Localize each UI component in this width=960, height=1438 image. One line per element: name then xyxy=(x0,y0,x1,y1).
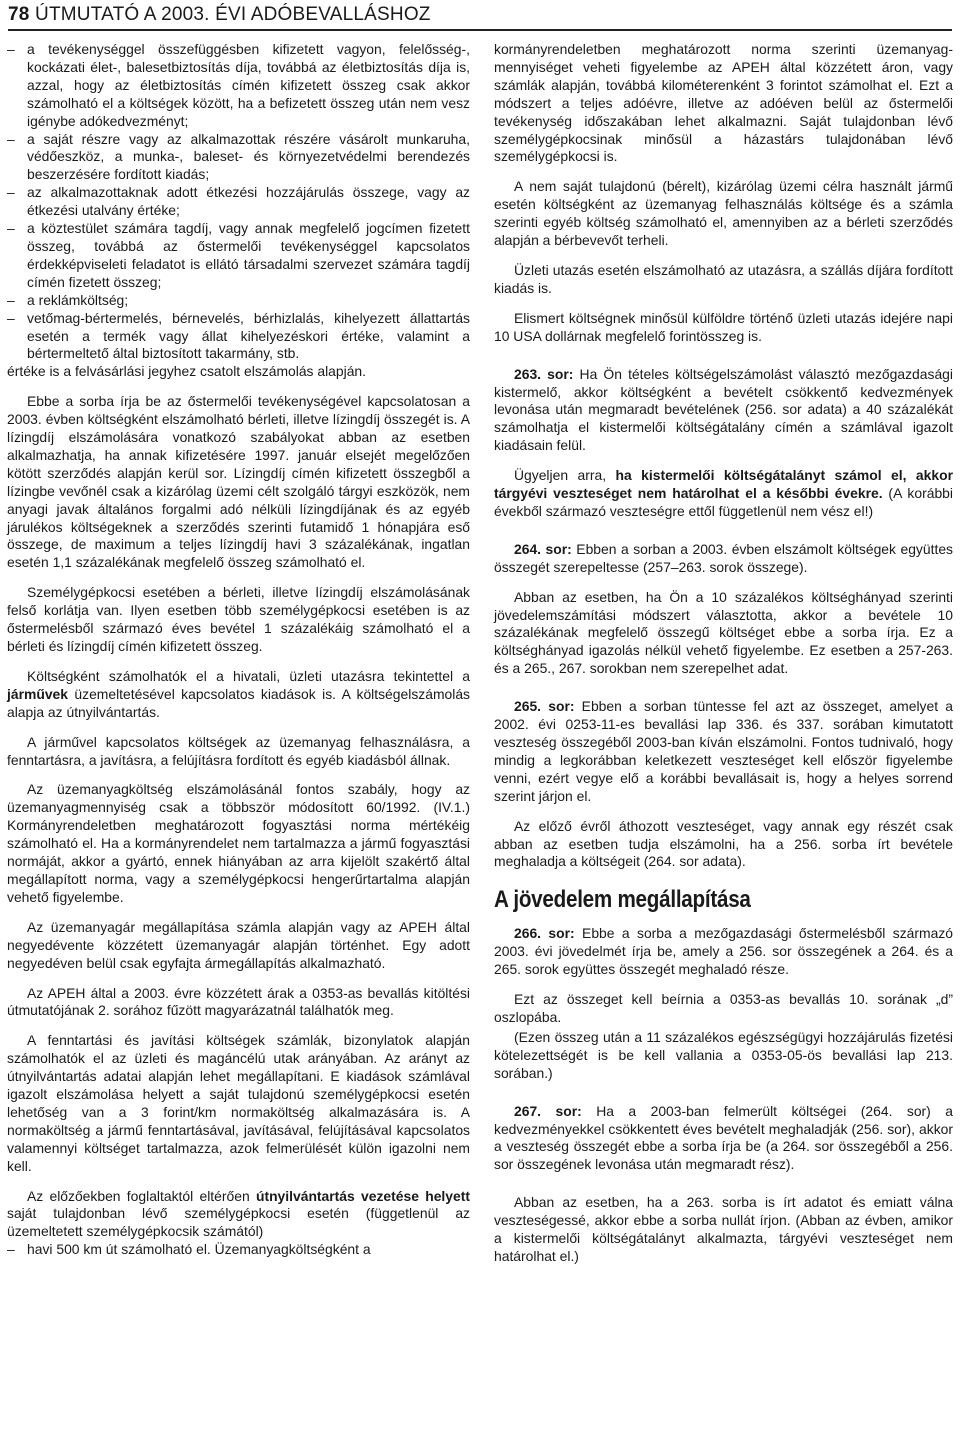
row-266-paragraph: 266. sor: Ebbe a sorba a mezőgazdasági őstermelésből származó 2003. évi jövedelmét írja be, amely a 256. sor összegének a 264. és a 265. sorok együttes összegét meghaladó része. xyxy=(494,925,953,978)
paragraph: A fenntartási és javítási költségek számlák, bizonylatok alapján számolhatók el az üzleti és magáncélú utak arányában. Az arányt az útnyilvántartás adatai alapján lehet megállapítani. E kiadások számlával igazolt elszámolása helyett a saját tulajdonú személygépkocsi esetén lehetőség van a 3 forint/km normaköltség alkalmazására is. A normaköltség a jármű fenntartásával, javításával, felújításával kapcsolatos valamennyi költséget tartalmazza, azok felmerülését külön igazolni nem kell. xyxy=(7,1032,470,1174)
emphasis: járművek xyxy=(7,685,69,702)
list-item: – a köztestület számára tagdíj, vagy annak megfelelő jogcímen fizetett összeg, továbbá az őstermelői tevékenységgel kapcsolatos érdekképviseleti feladatot is ellátó társadalmi szervezet számára tagdíj címén fizetett összeg; xyxy=(7,220,470,290)
row-263-paragraph: 263. sor: Ha Ön tételes költségelszámolást választó mezőgazdasági kistermelő, akkor költségként a bevételt csökkentő kedvezmények levonása után megmaradt bevételének (256. sor adata) a 40 százalékát számolhatja el kistermelői költségátalány címén a számlával igazolt kiadásain felül. xyxy=(494,365,953,454)
paragraph: (Ezen összeg után a 11 százalékos egészségügyi hozzájárulás fizetési kötelezettségét is be kell vallania a 0353-05-ös bevallási lap 213. sorában.) xyxy=(494,1028,953,1081)
paragraph: Elismert költségnek minősül külföldre történő üzleti utazás idejére napi 10 USA dollárnak megfelelő forintösszeg is. xyxy=(494,309,953,344)
emphasis: ha kistermelői költségátalányt számol el, akkor tárgyévi veszteséget nem határolhat el a későbbi évekre. xyxy=(494,467,953,502)
paragraph: Ebbe a sorba írja be az őstermelői tevékenységével kapcsolatosan a 2003. évben költségként elszámolható bérleti, illetve lízingdíj összegét is. A lízingdíj elszámolására vonatkozó szabályokat abban az esetben alkalmazhatja, ha annak kifizetésére 1997. január elsejét megelőzően kötött szerződés alapján kerül sor. Lízingdíj címén kifizetett összegből a lízingbe vevőnél csak a kizárólag üzemi célt szolgáló tárgyi eszközök, nem anyagi javak általános forgalmi adó nélküli lízingdíjának és az egyéb járulékos költségeknek a szerződés szerinti futamidő 1 hónapjára eső összege, de maximum a teljes lízingdíj havi 3 százalékának, ingatlan esetén 1,1 százalékának megfelelő összeg számolható el. xyxy=(7,393,470,571)
list-item: – havi 500 km út számolható el. Üzemanyagköltségként a xyxy=(7,1241,371,1258)
row-265-paragraph: 265. sor: Ebben a sorban tüntesse fel azt az összeget, amelyet a 2002. évi 0253-11-es bevallási lap 336. és 337. sorában kimutatott veszteség összegéből 2003-ban kíván elszámolni. Fontos tudnivaló, hogy mindig a legkorábban keletkezett veszteséget kell először figyelembe venni, ezért vegye elő a korábbi bevallásait is, hogy a helyes sorrend szerint járjon el. xyxy=(494,698,953,804)
list-item: – a reklámköltség; xyxy=(7,291,129,308)
list-item: – a saját részre vagy az alkalmazottak részére vásárolt munkaruha, védőeszköz, a munka-, baleset- és környezetvédelmi berendezés beszerzésére fordított kiadás; xyxy=(7,130,470,183)
header-rule xyxy=(8,29,952,31)
list-item-text: a köztestület számára tagdíj, vagy annak megfelelő jogcímen fizetett összeg, továbbá az őstermelői tevékenységgel kapcsolatos érdekképviseleti feladatot is ellátó társadalmi szervezet számára tagdíj címén fizetett összeg; xyxy=(27,220,470,290)
emphasis: útnyilvántartás vezetése helyett xyxy=(255,1187,470,1204)
paragraph: Az előző évről áthozott veszteséget, vagy annak egy részét csak abban az esetben tudja elszámolni, ha a 256. sorba írt bevétele meghaladja a költségeit (264. sor adata). xyxy=(494,817,953,870)
list-item-text: vetőmag-bértermelés, bérnevelés, bérhizlalás, kihelyezett állattartás esetén a termék vagy állat kihelyezéskori értéke, valamint a bértermeltető által biztosított takarmány, stb. xyxy=(27,309,470,362)
expense-list xyxy=(7,1241,470,1259)
paragraph: A járművel kapcsolatos költségek az üzemanyag felhasználásra, a fenntartásra, a javításra, a felújításra fordított és egyéb kiadásból állnak. xyxy=(7,733,470,768)
list-item-text: a saját részre vagy az alkalmazottak részére vásárolt munkaruha, védőeszköz, a munka-, baleset- és környezetvédelmi berendezés beszerzésére fordított kiadás; xyxy=(27,130,470,183)
list-item-text: a reklámköltség; xyxy=(27,291,129,308)
paragraph: Az üzemanyagköltség elszámolásánál fontos szabály, hogy az üzemanyagmennyiség csak a többször módosított 60/1992. (IV.1.) Kormányrendeletben meghatározott fogyasztási norma mértékéig számolható el. Ha a kormányrendelet nem tartalmazza a jármű fogyasztási normáját, akkor a gyártó, ennek hiányában az arra kijelölt szakértő által megállapított norma, vagy a személygépkocsi hengerűrtartalma alapján vehető figyelembe. xyxy=(7,781,470,905)
paragraph: Üzleti utazás esetén elszámolható az utazásra, a szállás díjára fordított kiadás is. xyxy=(494,261,953,296)
section-heading: A jövedelem megállapítása xyxy=(494,886,751,914)
paragraph: A nem saját tulajdonú (bérelt), kizárólag üzemi célra használt jármű esetén költségként az üzemanyag felhasználás költsége és a számla szerinti egyéb költség számolható el, amennyiben az a bérleti szerződés alapján a bérbevevőt terheli. xyxy=(494,178,953,249)
row-label: 266. sor: xyxy=(514,925,575,942)
row-267-paragraph: 267. sor: Ha a 2003-ban felmerült költségei (264. sor) a kedvezményekkel csökkentett éves bevételt meghaladják (256. sor), akkor a veszteség összegét ebbe a sorba írja be (a 264. sor összegéből a 256. sor összegének levonása után megmaradt rész). xyxy=(494,1102,953,1173)
paragraph: Az előzőekben foglaltaktól eltérően útnyilvántartás vezetése helyett saját tulajdonban lévő személygépkocsi esetén (függetlenül az üzemeltetett személygépkocsik számától) xyxy=(7,1187,470,1240)
left-column xyxy=(7,41,470,1259)
row-label: 267. sor: xyxy=(514,1102,582,1119)
right-column xyxy=(494,41,953,1278)
expense-list xyxy=(7,41,470,381)
page-header-title: ÚTMUTATÓ A 2003. ÉVI ADÓBEVALLÁSHOZ xyxy=(35,4,431,25)
paragraph: Költségként számolhatók el a hivatali, üzleti utazásra tekintettel a járművek üzemeltetésével kapcsolatos kiadások is. A költségelszámolás alapja az útnyilvántartás. xyxy=(7,667,470,720)
page-number: 78 xyxy=(8,4,30,25)
paragraph: kormányrendeletben meghatározott norma szerinti üzemanyag-mennyiséget veheti figyelembe az APEH által közzétett áron, vagy számlák alapján, továbbá kilométerenként 3 forintot számolhat el. Ezt a módszert a teljes adóévre, illetve az adóéven belül az őstermelői tevékenység időszakában lehet alkalmazni. Saját tulajdonban lévő személygépkocsinak minősül a házastárs tulajdonában lévő személygépkocsi is. xyxy=(494,41,953,165)
paragraph: Abban az esetben, ha Ön a 10 százalékos költséghányad szerinti jövedelemszámítási módszert választotta, akkor a bevétele 10 százalékának megfelelő összegű költséget ebbe a sorba írja. Ez a költséghányad igazolás nélkül vehető figyelembe. Ez esetben a 257-263. és a 265., 267. sorokban nem szerepelhet adat. xyxy=(494,588,953,677)
paragraph: Abban az esetben, ha a 263. sorba is írt adatot és emiatt válna veszteségessé, akkor ebbe a sorba nullát írjon. (Abban az évben, amikor a kistermelői költségátalányt alkalmazta, tárgyévi veszteséget nem határolhat el.) xyxy=(494,1194,953,1264)
paragraph: Az APEH által a 2003. évre közzétett árak a 0353-as bevallás kitöltési útmutatójának 2. sorához fűzött magyarázatnál találhatók meg. xyxy=(7,984,470,1019)
row-264-paragraph: 264. sor: Ebben a sorban a 2003. évben elszámolt költségek együttes összegét szerepeltesse (257–263. sorok összege). xyxy=(494,540,953,575)
row-label: 264. sor: xyxy=(514,540,572,557)
list-item: – a tevékenységgel összefüggésben kifizetett vagyon, felelősség-, kockázati élet-, balesetbiztosítás díja, továbbá az életbiztosítás díja is, azzal, hogy az életbiztosítás címén kifizetett összeg csak akkor számolható el a költségek között, ha a befizetett összeg után nem vesz igénybe adókedvezményt; xyxy=(7,41,470,129)
page-header xyxy=(8,3,431,27)
warning-paragraph: Ügyeljen arra, ha kistermelői költségátalányt számol el, akkor tárgyévi veszteséget nem határolhat el a későbbi évekre. (A korábbi évekből származó veszteségre ettől függetlenül nem vész el!) xyxy=(494,467,953,519)
list-item: – az alkalmazottaknak adott étkezési hozzájárulás összege, vagy az étkezési utalvány értéke; xyxy=(7,184,470,219)
paragraph: Személygépkocsi esetében a bérleti, illetve lízingdíj elszámolásának felső korlátja van. Ilyen esetben több személygépkocsi esetében is az őstermelésből származó éves bevétel 1 százalékáig számolható el a bérleti és lízingdíj címén kifizetett összeg. xyxy=(7,584,470,654)
row-label: 265. sor: xyxy=(514,698,575,715)
list-item-continuation: értéke is a felvásárlási jegyhez csatolt elszámolás alapján. xyxy=(7,363,367,380)
list-item-text: havi 500 km út számolható el. Üzemanyagköltségként a xyxy=(27,1241,371,1258)
list-item-text: az alkalmazottaknak adott étkezési hozzájárulás összege, vagy az étkezési utalvány értéke; xyxy=(27,184,470,219)
list-item: – vetőmag-bértermelés, bérnevelés, bérhizlalás, kihelyezett állattartás esetén a termék vagy állat kihelyezéskori értéke, valamint a bértermeltető által biztosított takarmány, stb. xyxy=(7,309,470,362)
paragraph: Az üzemanyagár megállapítása számla alapján vagy az APEH által negyedévente közzétett üzemanyagár alapján történhet. Egy adott negyedéven belül csak egyfajta ármegállapítás alkalmazható. xyxy=(7,918,470,971)
row-label: 263. sor: xyxy=(514,365,574,382)
paragraph: Ezt az összeget kell beírnia a 0353-as bevallás 10. sorának „d” oszlopába. xyxy=(494,991,953,1025)
list-item-text: a tevékenységgel összefüggésben kifizetett vagyon, felelősség-, kockázati élet-, balesetbiztosítás díja, továbbá az életbiztosítás díja is, azzal, hogy az életbiztosítás címén kifizetett összeg csak akkor számolható el a költségek között, ha a befizetett összeg után nem vesz igénybe adókedvezményt; xyxy=(27,41,470,129)
